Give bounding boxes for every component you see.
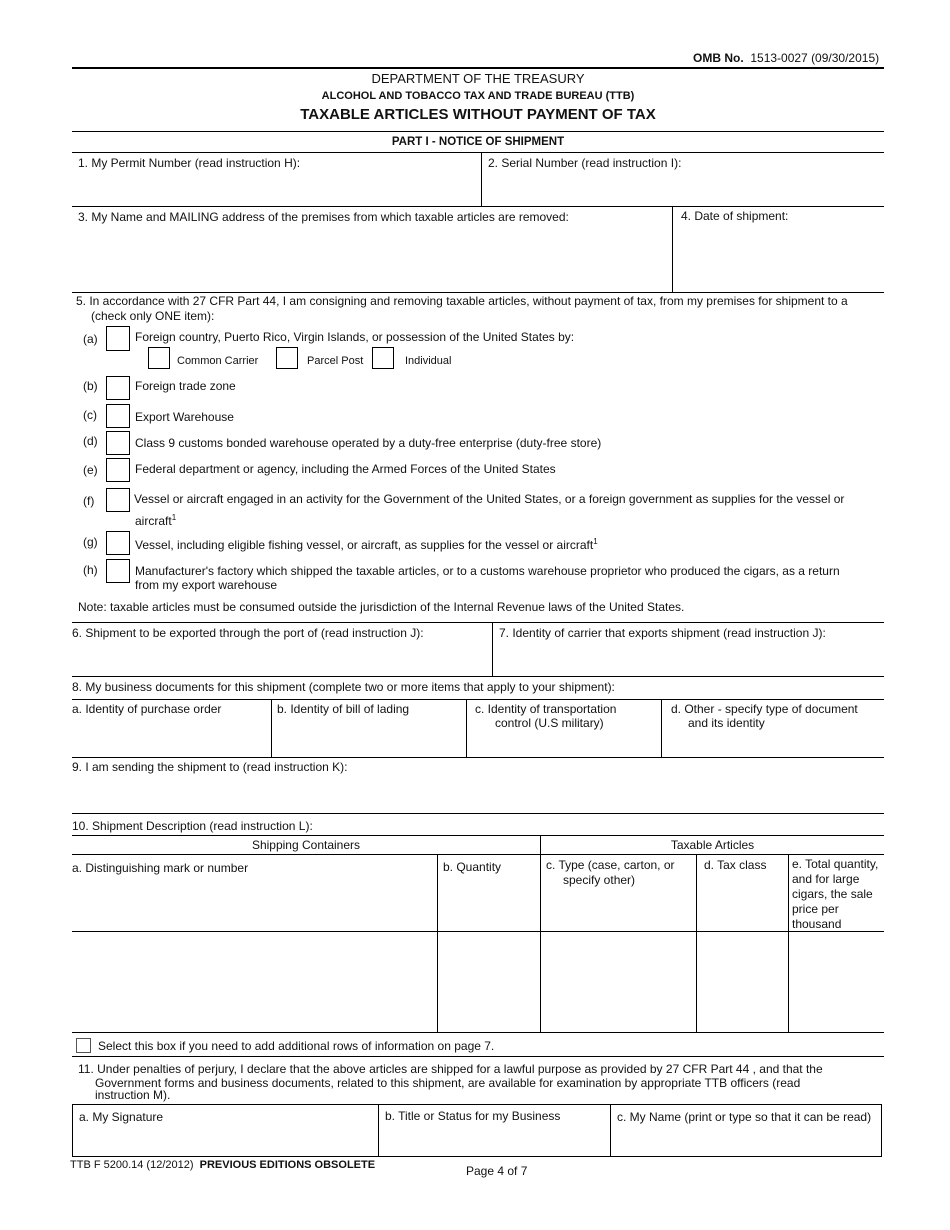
rule <box>72 622 884 623</box>
omb-number: OMB No. 1513-0027 (09/30/2015) <box>693 51 880 65</box>
parcel-post-label: Parcel Post <box>307 355 364 367</box>
option-b-checkbox[interactable] <box>106 376 130 400</box>
option-e-checkbox[interactable] <box>106 458 130 482</box>
page-number: Page 4 of 7 <box>466 1164 528 1178</box>
row-quantity-cell[interactable] <box>438 932 540 1032</box>
rule <box>72 676 884 677</box>
option-d-label: Class 9 customs bonded warehouse operated by a duty-free enterprise (duty-free store) <box>135 436 602 450</box>
signature-field[interactable]: a. My Signature <box>79 1110 164 1124</box>
option-f-label: Vessel or aircraft engaged in an activity for the Government of the United States, or a foreign government as supplies for the vessel or <box>134 492 845 506</box>
option-f-checkbox[interactable] <box>106 488 130 512</box>
individual-label: Individual <box>405 355 452 367</box>
rule <box>378 1104 379 1156</box>
option-d-letter: (d) <box>83 434 98 448</box>
rule <box>72 1032 884 1033</box>
printed-name-field[interactable]: c. My Name (print or type so that it can be read) <box>617 1110 872 1124</box>
bill-of-lading-field[interactable]: b. Identity of bill of lading <box>277 702 410 716</box>
option-g-checkbox[interactable] <box>106 531 130 555</box>
date-of-shipment-field[interactable]: 4. Date of shipment: <box>681 209 789 223</box>
option-h-label: Manufacturer's factory which shipped the taxable articles, or to a customs warehouse proprietor who produced the cigars, as a return <box>135 564 840 578</box>
rule <box>610 1104 611 1156</box>
individual-checkbox[interactable] <box>372 347 394 369</box>
serial-number-field[interactable]: 2. Serial Number (read instruction I): <box>488 156 682 170</box>
rule <box>492 622 493 676</box>
option-b-label: Foreign trade zone <box>135 379 236 393</box>
col-total-quantity-4: price per <box>792 902 839 916</box>
page-title: TAXABLE ARTICLES WITHOUT PAYMENT OF TAX <box>300 106 656 123</box>
option-a-letter: (a) <box>83 332 98 346</box>
col-type: c. Type (case, carton, or <box>546 858 675 872</box>
purchase-order-field[interactable]: a. Identity of purchase order <box>72 702 222 716</box>
name-address-field[interactable]: 3. My Name and MAILING address of the premises from which taxable articles are removed: <box>78 210 569 224</box>
option-h-letter: (h) <box>83 563 98 577</box>
rule <box>72 854 884 855</box>
option-c-checkbox[interactable] <box>106 404 130 428</box>
option-f-letter: (f) <box>83 494 95 508</box>
row-mark-cell[interactable] <box>72 932 437 1032</box>
add-rows-label: Select this box if you need to add additional rows of information on page 7. <box>98 1039 495 1053</box>
row-type-cell[interactable] <box>541 932 696 1032</box>
part-title: PART I - NOTICE OF SHIPMENT <box>391 136 565 148</box>
col-total-quantity-5: thousand <box>792 917 842 931</box>
perjury-declaration: 11. Under penalties of perjury, I declare that the above articles are shipped for a lawful purpose as provided by 27 CFR Part 44 , and that the <box>78 1062 823 1076</box>
rule <box>72 835 884 836</box>
transportation-control-label-2: control (U.S military) <box>495 716 604 730</box>
rule <box>661 699 662 757</box>
col-total-quantity-2: and for large <box>792 872 860 886</box>
col-tax-class: d. Tax class <box>704 858 767 872</box>
taxable-articles-header: Taxable Articles <box>670 838 755 852</box>
option-e-label: Federal department or agency, including the Armed Forces of the United States <box>135 462 556 476</box>
transportation-control-field[interactable]: c. Identity of transportation <box>475 702 617 716</box>
perjury-declaration-2: Government forms and business documents, related to this shipment, are available for examination by appropriate TTB officers (read <box>95 1076 801 1090</box>
rule <box>481 152 482 206</box>
rule <box>72 813 884 814</box>
dept-title: DEPARTMENT OF THE TREASURY <box>371 71 585 86</box>
option-h-checkbox[interactable] <box>106 559 130 583</box>
rule <box>72 699 884 700</box>
col-total-quantity-3: cigars, the sale <box>792 887 873 901</box>
option-g-label: Vessel, including eligible fishing vessel, or aircraft, as supplies for the vessel or aircraft$^1$ <box>135 537 598 552</box>
top-rule <box>72 67 884 69</box>
common-carrier-checkbox[interactable] <box>148 347 170 369</box>
item5-intro: 5. In accordance with 27 CFR Part 44, I am consigning and removing taxable articles, without payment of tax, from my premises for shipment to a <box>76 294 848 308</box>
option-f-label-2: aircraft$^1$ <box>135 513 177 528</box>
option-a-label: Foreign country, Puerto Rico, Virgin Islands, or possession of the United States by: <box>135 330 575 344</box>
shipment-description-title: 10. Shipment Description (read instruction L): <box>72 819 313 833</box>
row-tax-class-cell[interactable] <box>697 932 788 1032</box>
jurisdiction-note: Note: taxable articles must be consumed outside the jurisdiction of the Internal Revenue laws of the United States. <box>78 600 685 614</box>
col-type-2: specify other) <box>563 873 636 887</box>
rule <box>72 131 884 132</box>
rule <box>72 757 884 758</box>
perjury-declaration-3: instruction M). <box>95 1088 171 1102</box>
col-distinguishing-mark: a. Distinguishing mark or number <box>72 861 249 875</box>
common-carrier-label: Common Carrier <box>177 355 259 367</box>
rule <box>72 292 884 293</box>
permit-number-field[interactable]: 1. My Permit Number (read instruction H): <box>78 156 301 170</box>
option-a-checkbox[interactable] <box>106 326 130 351</box>
option-g-letter: (g) <box>83 535 98 549</box>
option-c-letter: (c) <box>83 408 97 422</box>
business-docs-title: 8. My business documents for this shipment (complete two or more items that apply to your shipment): <box>72 680 615 694</box>
rule <box>466 699 467 757</box>
option-e-letter: (e) <box>83 463 98 477</box>
row-total-quantity-cell[interactable] <box>789 932 884 1032</box>
export-port-field[interactable]: 6. Shipment to be exported through the port of (read instruction J): <box>72 626 424 640</box>
title-status-field[interactable]: b. Title or Status for my Business <box>385 1109 561 1123</box>
rule <box>72 152 884 153</box>
option-b-letter: (b) <box>83 379 98 393</box>
other-document-label-2: and its identity <box>688 716 765 730</box>
col-quantity: b. Quantity <box>443 860 502 874</box>
option-h-label-2: from my export warehouse <box>135 578 278 592</box>
add-rows-checkbox[interactable] <box>76 1038 91 1053</box>
rule <box>72 206 884 207</box>
bureau-title: ALCOHOL AND TOBACCO TAX AND TRADE BUREAU (TTB) <box>321 90 635 102</box>
rule <box>672 206 673 292</box>
carrier-identity-field[interactable]: 7. Identity of carrier that exports shipment (read instruction J): <box>499 626 826 640</box>
item5-intro-2: (check only ONE item): <box>91 309 215 323</box>
parcel-post-checkbox[interactable] <box>276 347 298 369</box>
ship-to-field[interactable]: 9. I am sending the shipment to (read instruction K): <box>72 760 348 774</box>
shipping-containers-header: Shipping Containers <box>251 838 361 852</box>
other-document-field[interactable]: d. Other - specify type of document <box>671 702 858 716</box>
rule <box>72 1056 884 1057</box>
col-total-quantity: e. Total quantity, <box>792 857 879 871</box>
option-c-label: Export Warehouse <box>135 410 234 424</box>
option-d-checkbox[interactable] <box>106 431 130 455</box>
rule <box>271 699 272 757</box>
form-id: TTB F 5200.14 (12/2012) PREVIOUS EDITIONS OBSOLETE <box>70 1159 376 1171</box>
